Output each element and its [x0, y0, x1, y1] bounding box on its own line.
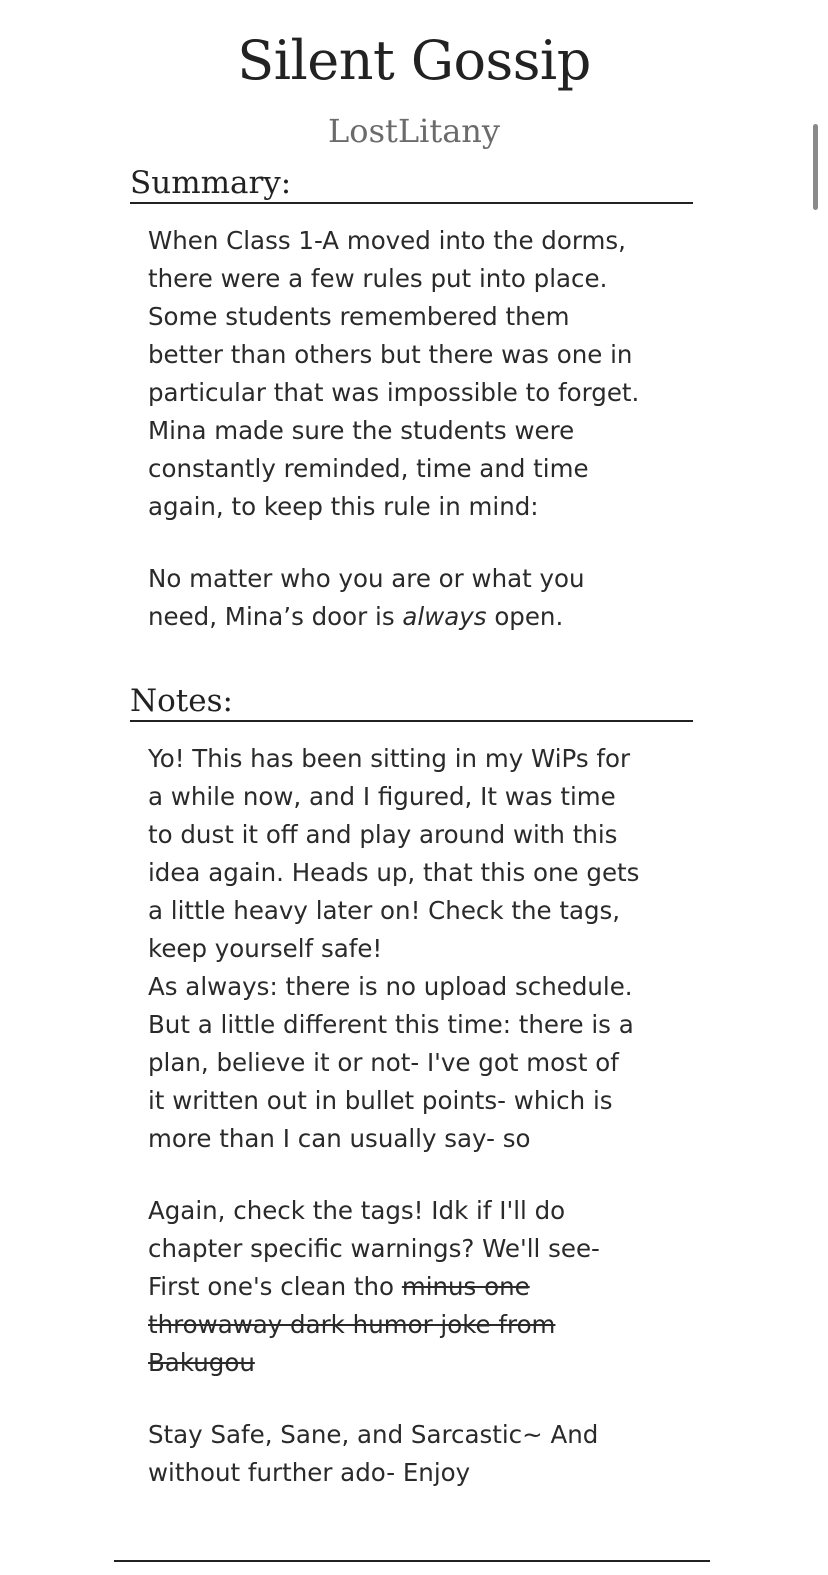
summary-heading: Summary:: [130, 164, 693, 204]
work-title: Silent Gossip: [237, 29, 591, 92]
notes-strikethrough: minus one throwaway dark humor joke from Bakugou: [148, 1272, 556, 1377]
scrollbar-thumb[interactable]: [813, 124, 818, 210]
notes-paragraph: Yo! This has been sitting in my WiPs for a while now, and I figured, It was time to dust it off and play around with this idea again. Heads up, that this one gets a little heavy later on! Check the tags, keep yourself safe! As always: there is no upload schedule. But a little different this time: there is a plan, believe it or not- I've got most of it written out in bullet points- which is more than I can usually say- so: [148, 744, 640, 1153]
paragraph-spacer: [148, 1158, 678, 1192]
work-author-link[interactable]: LostLitany: [328, 112, 500, 150]
notes-heading: Notes:: [130, 682, 693, 722]
notes-paragraph: Stay Safe, Sane, and Sarcastic~ And without further ado- Enjoy: [148, 1420, 599, 1487]
notes-text: [148, 740, 678, 1492]
notes-text-run: Again, check the tags! Idk if I'll do chapter specific warnings? We'll see- First one's clean tho: [148, 1196, 600, 1301]
summary-paragraph: [148, 560, 678, 636]
summary-emphasis: always: [402, 602, 487, 631]
section-divider: [114, 1560, 710, 1562]
summary-paragraph: When Class 1-A moved into the dorms, there were a few rules put into place. Some students remembered them better than others but there was one in particular that was impossible to forget. Mina made sure the students were constantly reminded, time and time again, to keep this rule in mind:: [148, 226, 640, 521]
paragraph-spacer: [148, 1382, 678, 1416]
notes-paragraph: [148, 1192, 678, 1382]
summary-text-run: open.: [486, 602, 564, 631]
summary-text-run: No matter who you are or what you need, Mina’s door is: [148, 564, 585, 631]
paragraph-spacer: [148, 526, 678, 560]
summary-text: [148, 222, 678, 636]
